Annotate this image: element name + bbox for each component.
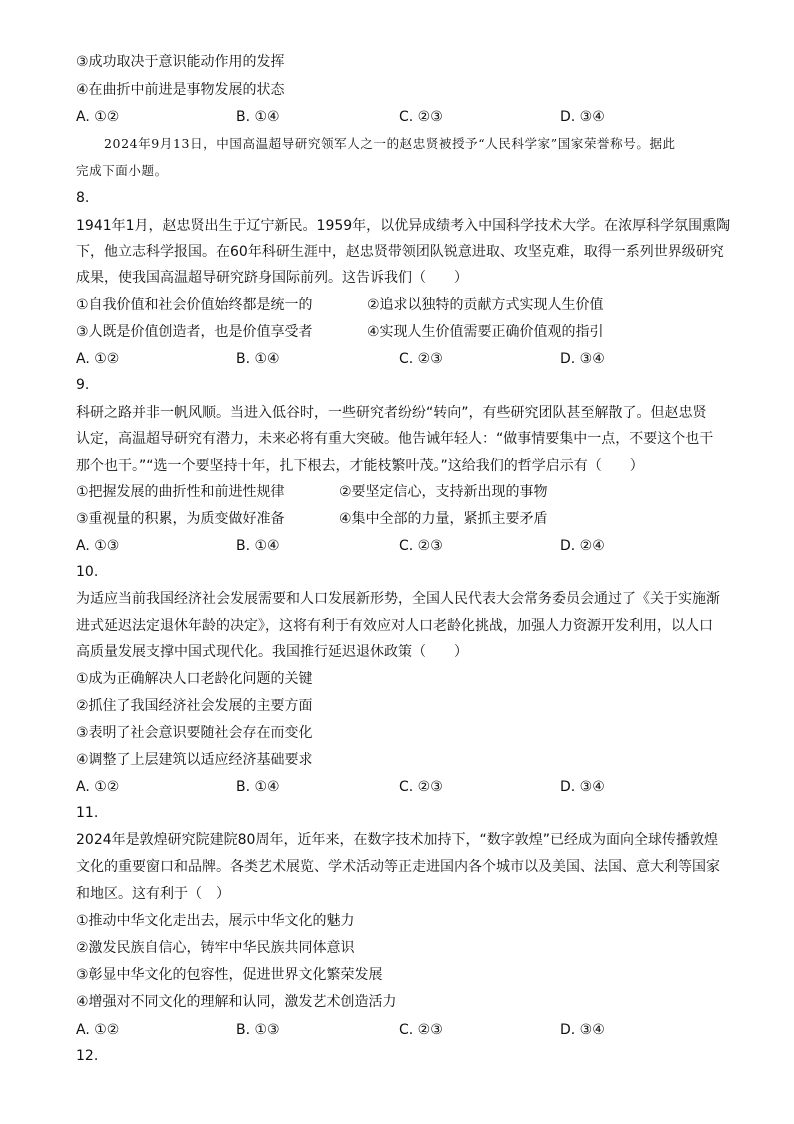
intro-line-1: 2024年9月13日，中国高温超导研究领军人之一的赵忠贤被授予“人民科学家”国家荣誉称号。据此 <box>104 136 676 151</box>
option-c: C. ②③ <box>399 1022 443 1038</box>
question-9-stem-3: 那个也干。”“选一个要坚持十年，扎下根去，才能枝繁叶茂。”这给我们的哲学启示有（ ） <box>76 458 644 474</box>
option-a: A. ①② <box>76 1022 120 1038</box>
question-11-statement-4: ④增强对不同文化的理解和认同，激发艺术创造活力 <box>76 994 397 1010</box>
question-11-stem-3: 和地区。这有利于（ ） <box>76 886 230 902</box>
option-d: D. ③④ <box>560 1022 605 1038</box>
question-11-statement-1: ①推动中华文化走出去，展示中华文化的魅力 <box>76 913 355 929</box>
question-11-statement-2: ②激发民族自信心，铸牢中华民族共同体意识 <box>76 940 355 956</box>
statement-2: ②追求以独特的贡献方式实现人生价值 <box>367 297 604 313</box>
question-11-stem-2: 文化的重要窗口和品牌。各类艺术展览、学术活动等正走进国内各个城市以及美国、法国、意大利等国家 <box>76 859 720 875</box>
question-10-number: 10. <box>76 564 99 580</box>
question-12-number: 12. <box>76 1048 99 1064</box>
question-8-statements-row-1 <box>76 295 736 315</box>
statement-4: ④实现人生价值需要正确价值观的指引 <box>367 324 604 340</box>
statement-3: ③人既是价值创造者，也是价值享受者 <box>76 324 313 340</box>
question-8-statements-row-2 <box>76 322 736 342</box>
question-10-stem-1: 为适应当前我国经济社会发展需要和人口发展新形势，全国人民代表大会常务委员会通过了《关于实施渐 <box>76 591 720 607</box>
option-d: D. ③④ <box>560 109 605 125</box>
option-b: B. ①④ <box>236 351 280 367</box>
option-c: C. ②③ <box>399 351 443 367</box>
option-b: B. ①④ <box>236 109 280 125</box>
option-d: D. ③④ <box>560 351 605 367</box>
question-9-number: 9. <box>76 377 90 393</box>
option-a: A. ①② <box>76 779 120 795</box>
option-a: A. ①② <box>76 351 120 367</box>
option-c: C. ②③ <box>399 779 443 795</box>
question-10-statement-3: ③表明了社会意识要随社会存在而变化 <box>76 725 313 741</box>
option-a: A. ①② <box>76 109 120 125</box>
option-b: B. ①④ <box>236 779 280 795</box>
question-11-statement-3: ③彰显中华文化的包容性，促进世界文化繁荣发展 <box>76 967 383 983</box>
question-9-stem-2: 认定，高温超导研究有潜力，未来必将有重大突破。他告诫年轻人：“做事情要集中一点，不要这个也干 <box>76 431 714 447</box>
option-b: B. ①③ <box>236 1022 280 1038</box>
question-10-stem-3: 高质量发展支撑中国式现代化。我国推行延迟退休政策（ ） <box>76 644 468 660</box>
option-c: C. ②③ <box>399 538 443 554</box>
statement-1: ①自我价值和社会价值始终都是统一的 <box>76 297 313 313</box>
option-d: D. ③④ <box>560 779 605 795</box>
question-8-stem-3: 成果，使我国高温超导研究跻身国际前列。这告诉我们（ ） <box>76 270 468 286</box>
question-10-statement-1: ①成为正确解决人口老龄化问题的关键 <box>76 671 313 687</box>
option-d: D. ②④ <box>560 538 605 554</box>
prev-statement-3: ③成功取决于意识能动作用的发挥 <box>76 54 285 70</box>
question-9-statements-row-1 <box>76 482 736 502</box>
question-8-stem-2: 下，他立志科学报国。在60年科研生涯中，赵忠贤带领团队锐意进取、攻坚克难，取得一系列世界级研究 <box>76 244 724 260</box>
question-8-number: 8. <box>76 190 90 206</box>
option-c: C. ②③ <box>399 109 443 125</box>
statement-1: ①把握发展的曲折性和前进性规律 <box>76 484 285 500</box>
statement-4: ④集中全部的力量，紧抓主要矛盾 <box>339 511 548 527</box>
question-9-stem-1: 科研之路并非一帆风顺。当进入低谷时，一些研究者纷纷“转向”，有些研究团队甚至解散了。但赵忠贤 <box>76 405 707 421</box>
question-9-statements-row-2 <box>76 509 736 529</box>
statement-3: ③重视量的积累，为质变做好准备 <box>76 511 285 527</box>
option-a: A. ①③ <box>76 538 120 554</box>
question-11-number: 11. <box>76 805 99 821</box>
prev-statement-4: ④在曲折中前进是事物发展的状态 <box>76 82 285 98</box>
statement-2: ②要坚定信心，支持新出现的事物 <box>339 484 548 500</box>
question-11-stem-1: 2024年是敦煌研究院建院80周年，近年来，在数字技术加持下，“数字敦煌”已经成为面向全球传播敦煌 <box>76 832 718 848</box>
option-b: B. ①④ <box>236 538 280 554</box>
intro-line-2: 完成下面小题。 <box>76 163 168 178</box>
question-10-statement-2: ②抓住了我国经济社会发展的主要方面 <box>76 698 313 714</box>
question-10-stem-2: 进式延迟法定退休年龄的决定》，这将有利于有效应对人口老龄化挑战，加强人力资源开发利用，以人口 <box>76 618 713 634</box>
question-8-stem-1: 1941年1月，赵忠贤出生于辽宁新民。1959年，以优异成绩考入中国科学技术大学。在浓厚科学氛围熏陶 <box>76 218 731 234</box>
question-10-statement-4: ④调整了上层建筑以适应经济基础要求 <box>76 752 313 768</box>
